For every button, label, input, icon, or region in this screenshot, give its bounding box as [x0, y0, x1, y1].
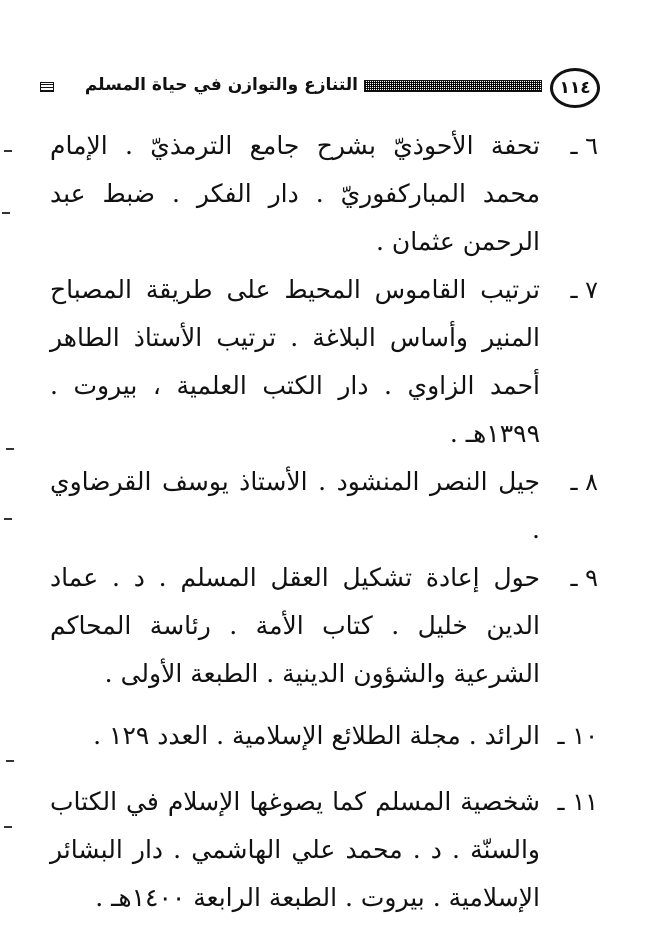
- reference-entry: [50, 554, 598, 698]
- page-header: [40, 68, 600, 112]
- entry-number: ٧ ـ: [570, 276, 598, 304]
- header-ornament-bar: [364, 80, 542, 92]
- references-list: [50, 122, 598, 922]
- scan-speck: [4, 518, 12, 520]
- scan-speck: [4, 826, 12, 828]
- reference-entry: [50, 266, 598, 458]
- entry-text: حول إعادة تشكيل العقل المسلم . د . عماد الدين خليل . كتاب الأمة . رئاسة المحاكم الشرعية والشؤون الدينية . الطبعة الأولى .: [50, 563, 540, 688]
- reference-entry: [50, 458, 598, 554]
- entry-number: ٨ ـ: [570, 468, 598, 496]
- entry-text: جيل النصر المنشود . الأستاذ يوسف القرضاوي .: [50, 467, 540, 544]
- header-ornament-mark: [40, 82, 54, 92]
- entry-text: ترتيب القاموس المحيط على طريقة المصباح المنير وأساس البلاغة . ترتيب الأستاذ الطاهر أحمد الزاوي . دار الكتب العلمية ، بيروت . ١٣٩٩هـ .: [50, 275, 540, 448]
- running-title: التنازع والتوازن في حياة المسلم: [84, 75, 358, 95]
- entry-number: ١٠ ـ: [557, 722, 598, 750]
- page-number-badge: [550, 68, 600, 108]
- entry-text: الرائد . مجلة الطلائع الإسلامية . العدد ١٢٩ .: [93, 721, 540, 750]
- entry-number: ٩ ـ: [570, 564, 598, 592]
- page-number: ١١٤: [559, 78, 591, 98]
- scan-speck: [4, 150, 12, 152]
- scan-speck: [6, 448, 14, 450]
- scan-speck: [6, 760, 14, 762]
- entry-text: تحفة الأحوذيّ بشرح جامع الترمذيّ . الإمام محمد المباركفوريّ . دار الفكر . ضبط عبد الرحمن عثمان .: [50, 131, 540, 256]
- reference-entry: [50, 712, 598, 760]
- entry-number: ١١ ـ: [557, 788, 598, 816]
- reference-entry: [50, 122, 598, 266]
- entry-number: ٦ ـ: [570, 132, 598, 160]
- reference-entry: [50, 778, 598, 922]
- scan-speck: [2, 212, 10, 214]
- entry-text: شخصية المسلم كما يصوغها الإسلام في الكتاب والسنّة . د . محمد علي الهاشمي . دار البشائر الإسلامية . بيروت . الطبعة الرابعة ١٤٠٠هـ .: [50, 787, 540, 912]
